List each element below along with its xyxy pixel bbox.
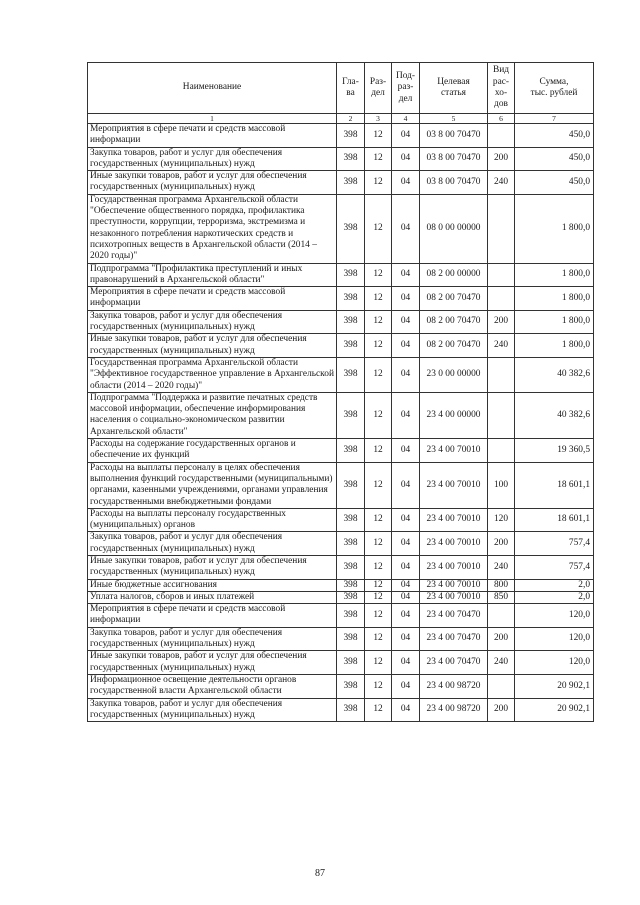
header-sum	[515, 63, 594, 114]
cell-vid: 200	[488, 310, 515, 334]
cell-sum: 120,0	[515, 627, 594, 651]
cell-target: 23 4 00 70010	[420, 532, 488, 556]
table-row	[88, 508, 594, 532]
cell-razdel: 12	[365, 627, 392, 651]
cell-target: 03 8 00 70470	[420, 171, 488, 195]
table-row	[88, 334, 594, 358]
cell-name: Мероприятия в сфере печати и средств массовой информации	[88, 287, 337, 311]
cell-razdel: 12	[365, 651, 392, 675]
cell-name: Мероприятия в сфере печати и средств массовой информации	[88, 124, 337, 148]
cell-vid	[488, 439, 515, 463]
cell-name: Закупка товаров, работ и услуг для обеспечения государственных (муниципальных) нужд	[88, 310, 337, 334]
cell-razdel: 12	[365, 674, 392, 698]
cell-glava: 398	[337, 604, 365, 628]
cell-sum: 757,4	[515, 555, 594, 579]
cell-vid	[488, 124, 515, 148]
cell-podrazdel: 04	[392, 508, 420, 532]
cell-name: Уплата налогов, сборов и иных платежей	[88, 591, 337, 603]
cell-podrazdel: 04	[392, 651, 420, 675]
cell-podrazdel: 04	[392, 357, 420, 392]
cell-vid	[488, 357, 515, 392]
table-row	[88, 555, 594, 579]
cell-razdel: 12	[365, 287, 392, 311]
header-vid-label: Вид рас- хо- дов	[492, 65, 510, 110]
table-row	[88, 627, 594, 651]
cell-vid	[488, 604, 515, 628]
header-podrazdel-label: Под- раз- дел	[395, 71, 416, 104]
cell-sum: 1 800,0	[515, 310, 594, 334]
table-row	[88, 171, 594, 195]
header-glava-label: Гла- ва	[342, 76, 359, 98]
cell-glava: 398	[337, 310, 365, 334]
cell-glava: 398	[337, 674, 365, 698]
cell-name: Иные закупки товаров, работ и услуг для обеспечения государственных (муниципальных) нужд	[88, 171, 337, 195]
table-row	[88, 532, 594, 556]
cell-vid: 800	[488, 579, 515, 591]
column-number: 3	[365, 114, 392, 124]
cell-sum: 20 902,1	[515, 698, 594, 722]
table-row	[88, 287, 594, 311]
cell-vid: 240	[488, 555, 515, 579]
cell-podrazdel: 04	[392, 439, 420, 463]
cell-sum: 450,0	[515, 124, 594, 148]
cell-vid: 200	[488, 532, 515, 556]
cell-glava: 398	[337, 627, 365, 651]
cell-vid: 200	[488, 147, 515, 171]
cell-name: Информационное освещение деятельности органов государственной власти Архангельской области	[88, 674, 337, 698]
cell-target: 23 4 00 98720	[420, 674, 488, 698]
cell-name: Расходы на содержание государственных органов и обеспечение их функций	[88, 439, 337, 463]
cell-vid: 240	[488, 171, 515, 195]
cell-sum: 40 382,6	[515, 392, 594, 438]
cell-sum: 19 360,5	[515, 439, 594, 463]
cell-name: Государственная программа Архангельской области "Обеспечение общественного порядка, профилактика преступности, коррупции, терроризма, экстремизма и незаконного потребления наркотических средств и психотропных веществ в Архангельской области (2014 – 2020 годы)"	[88, 194, 337, 263]
cell-sum: 2,0	[515, 579, 594, 591]
cell-podrazdel: 04	[392, 604, 420, 628]
cell-podrazdel: 04	[392, 334, 420, 358]
cell-name: Иные закупки товаров, работ и услуг для обеспечения государственных (муниципальных) нужд	[88, 651, 337, 675]
cell-target: 23 4 00 98720	[420, 698, 488, 722]
cell-target: 23 0 00 00000	[420, 357, 488, 392]
cell-target: 08 2 00 70470	[420, 310, 488, 334]
table-row	[88, 147, 594, 171]
cell-razdel: 12	[365, 508, 392, 532]
column-number-row	[88, 114, 594, 124]
table-row	[88, 392, 594, 438]
table-row	[88, 651, 594, 675]
header-glava	[337, 63, 365, 114]
cell-sum: 757,4	[515, 532, 594, 556]
cell-target: 23 4 00 70010	[420, 591, 488, 603]
column-number: 2	[337, 114, 365, 124]
cell-razdel: 12	[365, 579, 392, 591]
cell-target: 03 8 00 70470	[420, 147, 488, 171]
cell-sum: 1 800,0	[515, 194, 594, 263]
cell-podrazdel: 04	[392, 555, 420, 579]
column-number: 4	[392, 114, 420, 124]
cell-target: 08 2 00 70470	[420, 287, 488, 311]
cell-razdel: 12	[365, 147, 392, 171]
cell-vid	[488, 287, 515, 311]
cell-razdel: 12	[365, 555, 392, 579]
cell-glava: 398	[337, 462, 365, 508]
cell-sum: 20 902,1	[515, 674, 594, 698]
cell-name: Иные бюджетные ассигнования	[88, 579, 337, 591]
cell-vid: 240	[488, 334, 515, 358]
cell-podrazdel: 04	[392, 698, 420, 722]
cell-sum: 18 601,1	[515, 508, 594, 532]
cell-glava: 398	[337, 392, 365, 438]
cell-name: Мероприятия в сфере печати и средств массовой информации	[88, 604, 337, 628]
column-number: 7	[515, 114, 594, 124]
cell-target: 23 4 00 70470	[420, 651, 488, 675]
header-podrazdel	[392, 63, 420, 114]
table-row	[88, 698, 594, 722]
cell-vid: 200	[488, 627, 515, 651]
cell-razdel: 12	[365, 124, 392, 148]
cell-vid: 120	[488, 508, 515, 532]
header-sum-label: Сумма, тыс. рублей	[530, 76, 578, 98]
cell-glava: 398	[337, 263, 365, 287]
cell-sum: 2,0	[515, 591, 594, 603]
cell-podrazdel: 04	[392, 579, 420, 591]
cell-target: 23 4 00 70010	[420, 579, 488, 591]
cell-razdel: 12	[365, 591, 392, 603]
cell-razdel: 12	[365, 171, 392, 195]
cell-name: Государственная программа Архангельской области "Эффективное государственное управление в Архангельской области (2014 – 2020 годы)"	[88, 357, 337, 392]
cell-razdel: 12	[365, 532, 392, 556]
header-name-label: Наименование	[182, 82, 242, 93]
cell-target: 23 4 00 70010	[420, 462, 488, 508]
cell-sum: 1 800,0	[515, 334, 594, 358]
cell-vid: 240	[488, 651, 515, 675]
header-vid	[488, 63, 515, 114]
cell-razdel: 12	[365, 194, 392, 263]
cell-razdel: 12	[365, 392, 392, 438]
cell-sum: 18 601,1	[515, 462, 594, 508]
cell-glava: 398	[337, 698, 365, 722]
cell-glava: 398	[337, 357, 365, 392]
cell-glava: 398	[337, 194, 365, 263]
cell-target: 08 2 00 00000	[420, 263, 488, 287]
header-razdel	[365, 63, 392, 114]
cell-sum: 120,0	[515, 651, 594, 675]
cell-sum: 450,0	[515, 147, 594, 171]
column-number: 6	[488, 114, 515, 124]
table-row	[88, 604, 594, 628]
cell-podrazdel: 04	[392, 532, 420, 556]
cell-vid	[488, 263, 515, 287]
table-row	[88, 263, 594, 287]
cell-glava: 398	[337, 147, 365, 171]
cell-glava: 398	[337, 334, 365, 358]
cell-sum: 450,0	[515, 171, 594, 195]
cell-name: Подпрограмма "Поддержка и развитие печатных средств массовой информации, обеспечение информирования населения о социально-экономическом развитии Архангельской области"	[88, 392, 337, 438]
table-row	[88, 674, 594, 698]
cell-podrazdel: 04	[392, 674, 420, 698]
cell-sum: 40 382,6	[515, 357, 594, 392]
cell-target: 08 2 00 70470	[420, 334, 488, 358]
cell-glava: 398	[337, 508, 365, 532]
cell-podrazdel: 04	[392, 392, 420, 438]
table-row	[88, 462, 594, 508]
cell-name: Расходы на выплаты персоналу в целях обеспечения выполнения функций государственными (муниципальными) органами, казенными учреждениями, органами управления государственными внебюджетными фондами	[88, 462, 337, 508]
cell-vid: 200	[488, 698, 515, 722]
cell-razdel: 12	[365, 604, 392, 628]
cell-podrazdel: 04	[392, 287, 420, 311]
cell-target: 23 4 00 70010	[420, 439, 488, 463]
cell-podrazdel: 04	[392, 310, 420, 334]
cell-vid: 100	[488, 462, 515, 508]
table-row	[88, 579, 594, 591]
budget-table	[87, 62, 594, 722]
header-name	[88, 63, 337, 114]
cell-name: Подпрограмма "Профилактика преступлений и иных правонарушений в Архангельской области"	[88, 263, 337, 287]
page-number: 87	[315, 868, 325, 879]
cell-target: 23 4 00 70010	[420, 508, 488, 532]
cell-name: Иные закупки товаров, работ и услуг для обеспечения государственных (муниципальных) нужд	[88, 555, 337, 579]
cell-vid	[488, 194, 515, 263]
cell-razdel: 12	[365, 357, 392, 392]
cell-target: 08 0 00 00000	[420, 194, 488, 263]
cell-name: Иные закупки товаров, работ и услуг для обеспечения государственных (муниципальных) нужд	[88, 334, 337, 358]
cell-razdel: 12	[365, 439, 392, 463]
table-body	[88, 124, 594, 722]
cell-razdel: 12	[365, 334, 392, 358]
column-number: 1	[88, 114, 337, 124]
cell-razdel: 12	[365, 462, 392, 508]
cell-glava: 398	[337, 555, 365, 579]
cell-podrazdel: 04	[392, 171, 420, 195]
table-row	[88, 591, 594, 603]
cell-glava: 398	[337, 171, 365, 195]
cell-sum: 1 800,0	[515, 263, 594, 287]
cell-podrazdel: 04	[392, 462, 420, 508]
header-target	[420, 63, 488, 114]
cell-glava: 398	[337, 287, 365, 311]
table-row	[88, 439, 594, 463]
cell-sum: 120,0	[515, 604, 594, 628]
table-row	[88, 357, 594, 392]
cell-glava: 398	[337, 124, 365, 148]
cell-glava: 398	[337, 651, 365, 675]
cell-name: Закупка товаров, работ и услуг для обеспечения государственных (муниципальных) нужд	[88, 627, 337, 651]
cell-glava: 398	[337, 532, 365, 556]
cell-podrazdel: 04	[392, 124, 420, 148]
cell-podrazdel: 04	[392, 627, 420, 651]
table-row	[88, 310, 594, 334]
table-row	[88, 124, 594, 148]
cell-podrazdel: 04	[392, 147, 420, 171]
cell-glava: 398	[337, 439, 365, 463]
cell-name: Закупка товаров, работ и услуг для обеспечения государственных (муниципальных) нужд	[88, 532, 337, 556]
cell-vid	[488, 392, 515, 438]
cell-razdel: 12	[365, 698, 392, 722]
table-header	[88, 63, 594, 124]
cell-podrazdel: 04	[392, 263, 420, 287]
column-number: 5	[420, 114, 488, 124]
cell-target: 23 4 00 70010	[420, 555, 488, 579]
cell-sum: 1 800,0	[515, 287, 594, 311]
cell-podrazdel: 04	[392, 194, 420, 263]
cell-podrazdel: 04	[392, 591, 420, 603]
cell-glava: 398	[337, 591, 365, 603]
cell-target: 23 4 00 00000	[420, 392, 488, 438]
cell-name: Закупка товаров, работ и услуг для обеспечения государственных (муниципальных) нужд	[88, 147, 337, 171]
cell-name: Закупка товаров, работ и услуг для обеспечения государственных (муниципальных) нужд	[88, 698, 337, 722]
cell-target: 03 8 00 70470	[420, 124, 488, 148]
cell-vid: 850	[488, 591, 515, 603]
table-row	[88, 194, 594, 263]
cell-glava: 398	[337, 579, 365, 591]
cell-target: 23 4 00 70470	[420, 627, 488, 651]
cell-razdel: 12	[365, 263, 392, 287]
cell-razdel: 12	[365, 310, 392, 334]
cell-vid	[488, 674, 515, 698]
header-razdel-label: Раз- дел	[369, 76, 387, 98]
cell-target: 23 4 00 70470	[420, 604, 488, 628]
cell-name: Расходы на выплаты персоналу государственных (муниципальных) органов	[88, 508, 337, 532]
header-target-label: Целевая статья	[437, 76, 470, 98]
